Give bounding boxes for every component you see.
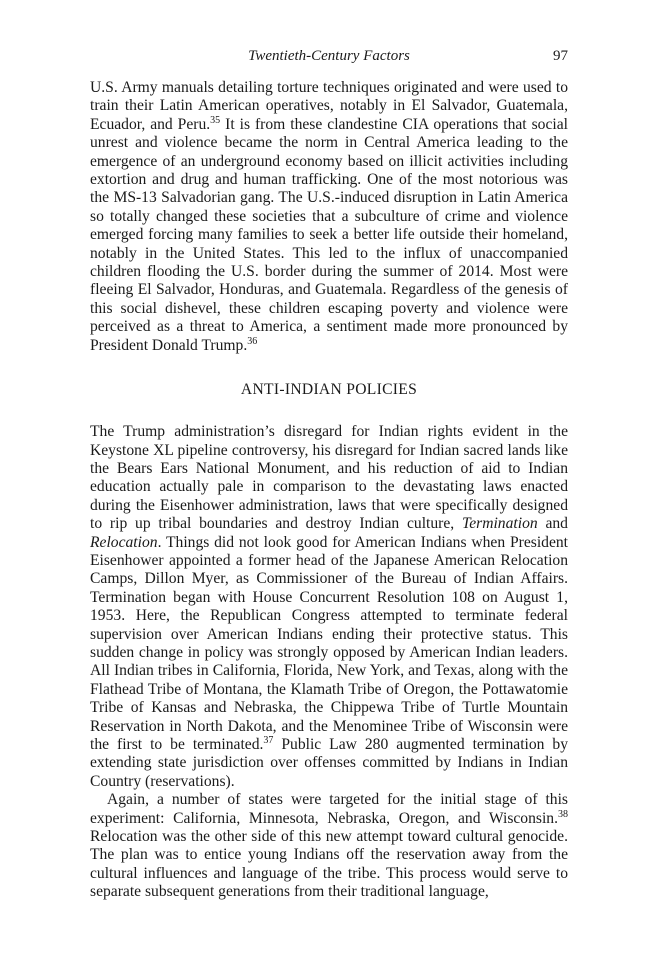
paragraph-2-text-a: The Trump administration’s disregard for Indian rights evident in the Keystone XL pipeline controversy, his disregard for Indian sacred lands like the Bears Ears National Monument, and his reduction of aid to Indian education actually pale in comparison to the devastating laws enacted during the Eisenhower administration, laws that were specifically designed to rip up tribal boundaries and destroy Indian culture, (90, 423, 568, 533)
section-heading: ANTI-INDIAN POLICIES (240, 381, 418, 399)
paragraph-2-text-b: . Things did not look good for American Indians when President Eisenhower appointed a former head of the Japanese American Relocation Camps, Dillon Myer, as Commissioner of the Bureau of Indian Affairs. Termination began with House Concurrent Resolution 108 on August 1, 1953. Here, the Republican Congress attempted to terminate federal supervision over American Indians ending their protective status. This sudden change in policy was strongly opposed by American Indian leaders. All Indian tribes in California, Florida, New York, and Texas, along with the Flathead Tribe of Montana, the Klamath Tribe of Oregon, the Pottawatomie Tribe of Kansas and Nebraska, the Chippewa Tribe of Turtle Mountain Reservation in North Dakota, and the Menominee Tribe of Wisconsin were the first to be terminated. (90, 533, 568, 753)
paragraph-3-text-a: Again, a number of states were targeted for the initial stage of this experiment: California, Minnesota, Nebraska, Oregon, and Wisconsin. (90, 791, 568, 827)
paragraph-1-text-b: It is from these clandestine CIA operations that social unrest and violence became the norm in Central America leading to the emergence of an underground economy based on illicit activities including extortion and drug and human trafficking. One of the most notorious was the MS-13 Salvadorian gang. The U.S.-induced disruption in Latin America so totally changed these societies that a subculture of crime and violence emerged forcing many families to seek a better life outside their homeland, notably in the United States. This led to the influx of unaccompanied children flooding the U.S. border during the summer of 2014. Most were fleeing El Salvador, Honduras, and Guatemala. Regardless of the genesis of this social dishevel, these children escaping poverty and violence were perceived as a threat to America, a sentiment made more pronounced by President Donald Trump. (90, 115, 568, 354)
page-number: 97 (553, 48, 568, 64)
footnote-ref-35[interactable]: 35 (210, 114, 221, 126)
term-termination: Termination (461, 515, 538, 533)
footnote-ref-36[interactable]: 36 (247, 335, 258, 347)
term-relocation: Relocation (90, 533, 158, 551)
paragraph-1-text-a: U.S. Army manuals detailing torture techniques originated and were used to train their Latin American operatives, notably in El Salvador, Guatemala, Ecuador, and Peru. (90, 79, 568, 133)
paragraph-1 (90, 79, 568, 355)
running-head (90, 48, 568, 70)
paragraph-3-text-b: Relocation was the other side of this new attempt toward cultural genocide. The plan was to entice young Indians off the reservation away from the cultural influences and language of the tribe. This process would serve to separate subsequent generations from their traditional language, (90, 828, 568, 901)
paragraph-2-text-c: Public Law 280 augmented termination by extending state jurisdiction over offenses committed by Indians in Indian Country (reservations). (90, 736, 569, 790)
paragraph-2-and: and (537, 515, 568, 533)
running-title: Twentieth-Century Factors (248, 48, 410, 64)
footnote-ref-38[interactable]: 38 (558, 808, 568, 820)
paragraph-3 (90, 791, 568, 901)
footnote-ref-37[interactable]: 37 (263, 735, 274, 746)
book-page (90, 48, 568, 902)
paragraph-2 (90, 423, 568, 791)
